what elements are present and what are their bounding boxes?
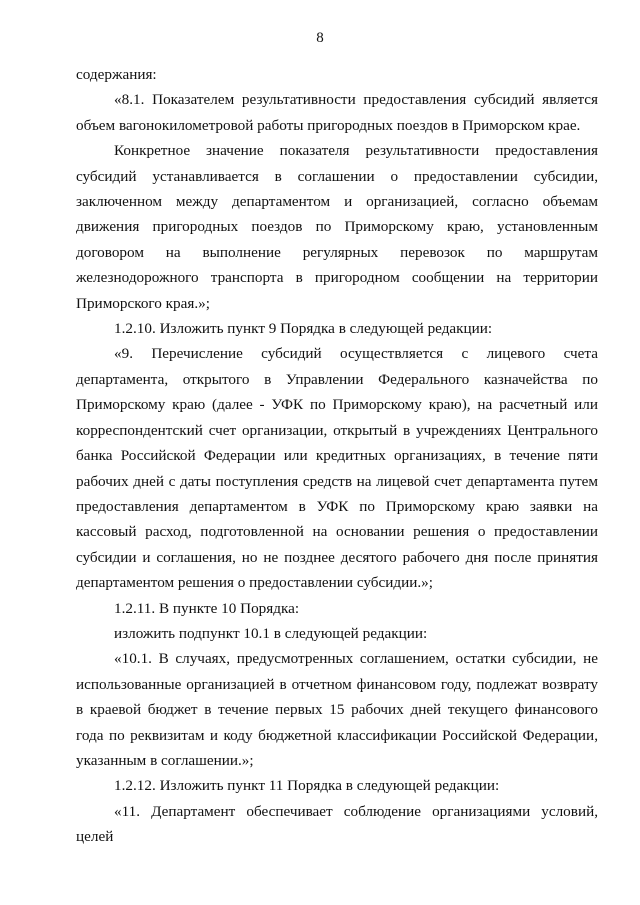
paragraph-2: Конкретное значение показателя результативности предоставления субсидий устанавливается в соглашении о предоставлении субсидии, заключенном между департаментом и организацией, согласно объемам движения пригородных поездов по Приморскому краю, установленным договором на выполнение регулярных перевозок по маршрутам железнодорожного транспорта в пригородном сообщении на территории Приморского края.»;: [76, 142, 598, 312]
paragraph-3: 1.2.10. Изложить пункт 9 Порядка в следующей редакции:: [114, 320, 493, 338]
page-number: 8: [316, 30, 324, 46]
paragraph-4: «9. Перечисление субсидий осуществляется с лицевого счета департамента, открытого в Управлении Федерального казначейства по Приморскому краю (далее - УФК по Приморскому краю), на расчетный или корреспондентский счет организации, открытый в учреждениях Центрального банка Российской Федерации или кредитных организациях, в течение пяти рабочих дней с даты поступления средств на лицевой счет департамента путем предоставления департаментом в УФК по Приморскому краю заявки на кассовый расход, подготовленной на основании решения о предоставлении субсидии и соглашения, но не позднее десятого рабочего дня после принятия департаментом решения о предоставлении субсидии.»;: [76, 345, 598, 592]
paragraph-0: содержания:: [76, 66, 157, 83]
paragraph-1: «8.1. Показателем результативности предоставления субсидий является объем вагонокилометровой работы пригородных поездов в Приморском крае.: [76, 91, 598, 134]
paragraph-9: «11. Департамент обеспечивает соблюдение организациями условий, целей: [76, 802, 598, 846]
document-body: [76, 62, 598, 850]
paragraph-6: изложить подпункт 10.1 в следующей редакции:: [114, 624, 428, 642]
paragraph-5: 1.2.11. В пункте 10 Порядка:: [114, 599, 300, 617]
paragraph-7: «10.1. В случаях, предусмотренных соглашением, остатки субсидии, не использованные организацией в отчетном финансовом году, подлежат возврату в краевой бюджет в течение первых 15 рабочих дней текущего финансового года по реквизитам и коду бюджетной классификации Российской Федерации, указанным в соглашении.»;: [76, 650, 598, 769]
paragraph-8: 1.2.12. Изложить пункт 11 Порядка в следующей редакции:: [114, 777, 500, 795]
